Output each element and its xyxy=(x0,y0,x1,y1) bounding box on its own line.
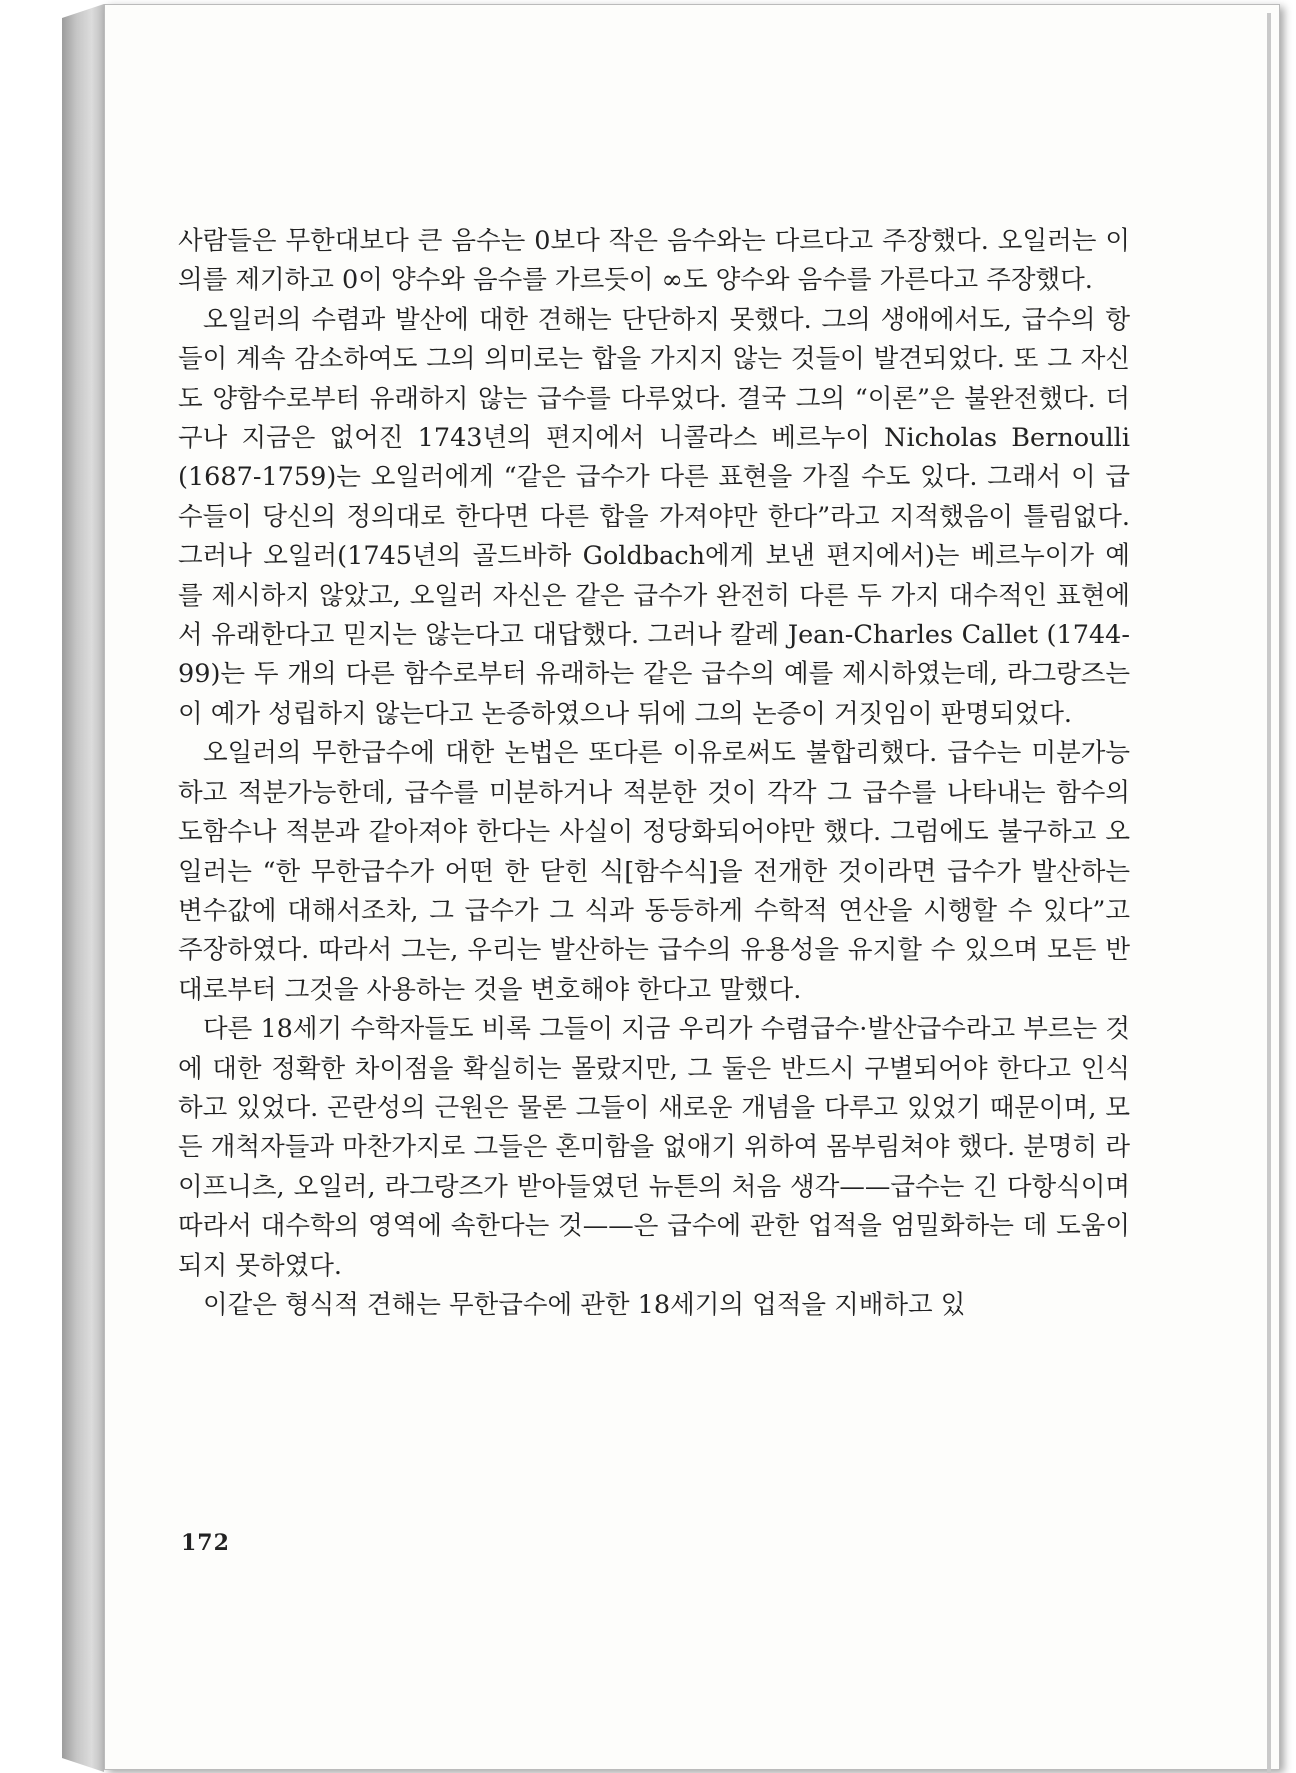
body-text xyxy=(178,222,1130,1325)
paragraph-4: 다른 18세기 수학자들도 비록 그들이 지금 우리가 수렴급수·발산급수라고 부르는 것에 대한 정확한 차이점을 확실히는 몰랐지만, 그 둘은 반드시 구별되어야 한다고 인식하고 있었다. 곤란성의 근원은 물론 그들이 새로운 개념을 다루고 있었기 때문이며, 모든 개척자들과 마찬가지로 그들은 혼미함을 없애기 위하여 몸부림쳐야 했다. 분명히 라이프니츠, 오일러, 라그랑즈가 받아들였던 뉴튼의 처음 생각——급수는 긴 다항식이며 따라서 대수학의 영역에 속한다는 것——은 급수에 관한 업적을 엄밀화하는 데 도움이 되지 못하였다. xyxy=(178,1014,1130,1281)
paragraph-3: 오일러의 무한급수에 대한 논법은 또다른 이유로써도 불합리했다. 급수는 미분가능하고 적분가능한데, 급수를 미분하거나 적분한 것이 각각 그 급수를 나타내는 함수의 도함수나 적분과 같아져야 한다는 사실이 정당화되어야만 했다. 그럼에도 불구하고 오일러는 “한 무한급수가 어떤 한 닫힌 식[함수식]을 전개한 것이라면 급수가 발산하는 변수값에 대해서조차, 그 급수가 그 식과 동등하게 수학적 연산을 시행할 수 있다”고 주장하였다. 따라서 그는, 우리는 발산하는 급수의 유용성을 유지할 수 있으며 모든 반대로부터 그것을 사용하는 것을 변호해야 한다고 말했다. xyxy=(178,738,1130,1005)
book-spine xyxy=(62,4,104,1772)
paragraph-2: 오일러의 수렴과 발산에 대한 견해는 단단하지 못했다. 그의 생애에서도, 급수의 항들이 계속 감소하여도 그의 의미로는 합을 가지지 않는 것들이 발견되었다. 또 그 자신도 양함수로부터 유래하지 않는 급수를 다루었다. 결국 그의 “이론”은 불완전했다. 더구나 지금은 없어진 1743년의 편지에서 니콜라스 베르누이 Nicholas Bernoulli (1687-1759)는 오일러에게 “같은 급수가 다른 표현을 가질 수도 있다. 그래서 이 급수들이 당신의 정의대로 한다면 다른 합을 가져야만 한다”라고 지적했음이 틀림없다. 그러나 오일러(1745년의 골드바하 Goldbach에게 보낸 편지에서)는 베르누이가 예를 제시하지 않았고, 오일러 자신은 같은 급수가 완전히 다른 두 가지 대수적인 표현에서 유래한다고 믿지는 않는다고 대답했다. 그러나 칼레 Jean-Charles Callet (1744-99)는 두 개의 다른 함수로부터 유래하는 같은 급수의 예를 제시하였는데, 라그랑즈는 이 예가 성립하지 않는다고 논증하였으나 뒤에 그의 논증이 거짓임이 판명되었다. xyxy=(178,304,1130,729)
paragraph-1: 사람들은 무한대보다 큰 음수는 0보다 작은 음수와는 다르다고 주장했다. 오일러는 이의를 제기하고 0이 양수와 음수를 가르듯이 ∞도 양수와 음수를 가른다고 주장했다. xyxy=(178,226,1130,296)
page-edge xyxy=(1267,13,1271,1773)
page-number: 172 xyxy=(181,1530,230,1556)
paragraph-5: 이같은 형식적 견해는 무한급수에 관한 18세기의 업적을 지배하고 있 xyxy=(203,1289,966,1320)
